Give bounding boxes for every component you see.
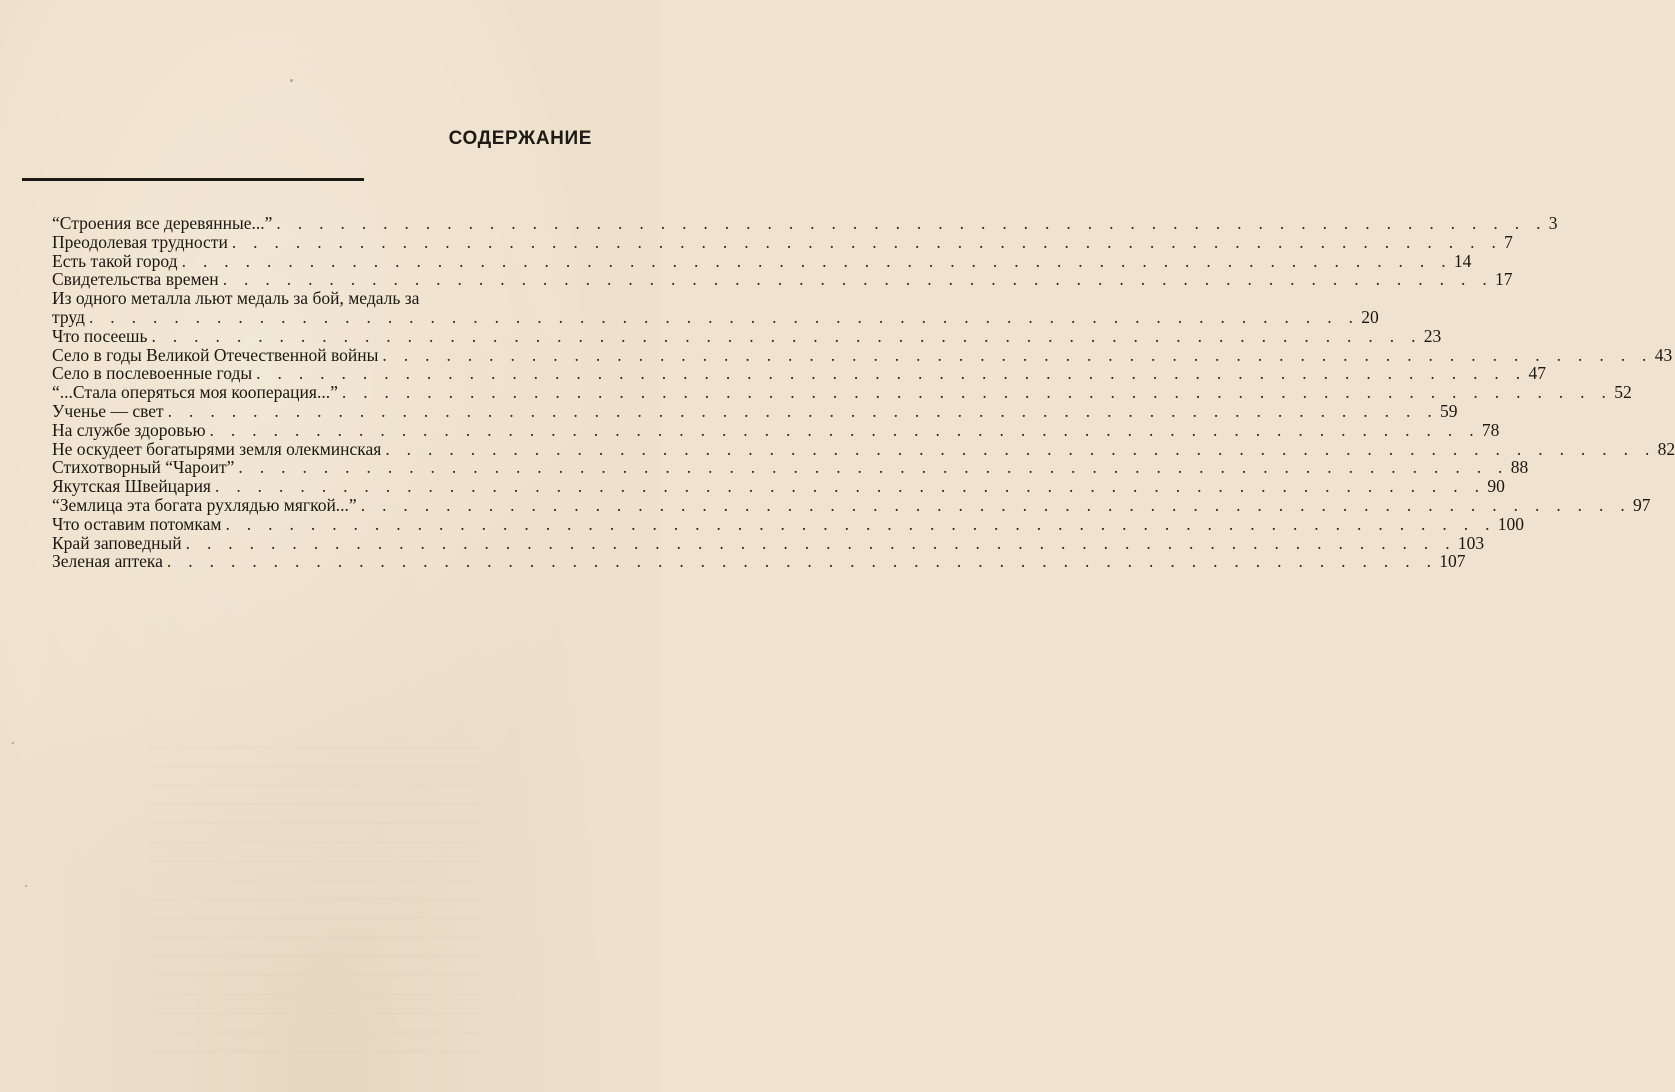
dot-leader: . . . . . . . . . . . . . . . . . . . . . . . . . . . . . . . . . . . . . . . . . . . . . . . . . . . . . . . . . . . . [276, 213, 1547, 233]
paper-speck [25, 885, 27, 887]
toc-entry-page-number: 17 [1495, 269, 1513, 290]
toc-entry [52, 551, 1466, 572]
toc-entry-title: Из одного металла льют медаль за бой, медаль за [52, 288, 420, 309]
dot-leader: . . . . . . . . . . . . . . . . . . . . . . . . . . . . . . . . . . . . . . . . . . . . . . . . . . . . . . . . . . . . [151, 325, 1422, 346]
toc-entry [52, 438, 1675, 459]
toc-entry-title: Что оставим потомкам [52, 513, 222, 534]
toc-entry-title: “Землица эта богата рухлядью мягкой...” [52, 494, 357, 515]
toc-entry [52, 288, 1379, 327]
toc-entry [52, 325, 1442, 346]
dot-leader: . . . . . . . . . . . . . . . . . . . . . . . . . . . . . . . . . . . . . . . . . . . . . . . . . . . . . . . . . . . . [166, 551, 1438, 572]
toc-entry-page-number: 59 [1440, 400, 1458, 421]
toc-entry-title: Есть такой город [52, 250, 178, 271]
toc-entry [52, 400, 1458, 421]
dot-leader: . . . . . . . . . . . . . . . . . . . . . . . . . . . . . . . . . . . . . . . . . . . . . . . . . . . . . . . . . . . . [256, 363, 1527, 384]
toc-entry [52, 457, 1529, 478]
toc-entry-title: Якутская Швейцария [52, 476, 211, 497]
paper-speck [12, 742, 14, 744]
toc-entry [52, 382, 1632, 403]
toc-entry-page-number: 43 [1654, 344, 1673, 365]
toc-entry-page-number: 88 [1510, 457, 1529, 478]
heading-rule [22, 178, 364, 181]
toc-entry-page-number: 14 [1453, 250, 1472, 271]
dot-leader: . . . . . . . . . . . . . . . . . . . . . . . . . . . . . . . . . . . . . . . . . . . . . . . . . . . . . . . . . . . . [385, 438, 1656, 459]
toc-entry [52, 363, 1546, 384]
table-of-contents [52, 213, 1675, 572]
toc-entry-title: “...Стала оперяться моя кооперация...” [52, 382, 338, 403]
dot-leader: . . . . . . . . . . . . . . . . . . . . . . . . . . . . . . . . . . . . . . . . . . . . . . . . . . . . . . . . . . . . [185, 532, 1456, 553]
dot-leader: . . . . . . . . . . . . . . . . . . . . . . . . . . . . . . . . . . . . . . . . . . . . . . . . . . . . . . . . . . . . [88, 306, 1360, 327]
paper-speck [290, 79, 293, 82]
toc-entry-title: Не оскудеет богатырями земля олекминская [52, 438, 382, 459]
dot-leader: . . . . . . . . . . . . . . . . . . . . . . . . . . . . . . . . . . . . . . . . . . . . . . . . . . . . . . . . . . . . [341, 382, 1613, 403]
toc-entry [52, 494, 1651, 515]
toc-entry-title: Зеленая аптека [52, 551, 163, 572]
toc-entry-title: Стихотворный “Чароит” [52, 457, 235, 478]
contents-heading: СОДЕРЖАНИЕ [448, 128, 592, 149]
toc-entry-page-number: 52 [1614, 382, 1632, 403]
toc-entry [52, 476, 1505, 497]
toc-entry-page-number: 20 [1361, 306, 1379, 327]
toc-entry [52, 231, 1513, 252]
toc-entry-page-number: 97 [1633, 494, 1651, 515]
dot-leader: . . . . . . . . . . . . . . . . . . . . . . . . . . . . . . . . . . . . . . . . . . . . . . . . . . . . . . . . . . . . [167, 400, 1438, 421]
dot-leader: . . . . . . . . . . . . . . . . . . . . . . . . . . . . . . . . . . . . . . . . . . . . . . . . . . . . . . . . . . . . [214, 476, 1486, 497]
toc-entry [52, 419, 1500, 440]
toc-entry-page-number: 103 [1457, 532, 1485, 553]
toc-entry-page-number: 23 [1423, 325, 1442, 346]
toc-entry-title-continuation: труд [52, 306, 85, 327]
toc-entry-title: Ученье — свет [52, 400, 164, 421]
toc-entry-page-number: 3 [1548, 213, 1558, 233]
toc-entry-title: Преодолевая трудности [52, 231, 228, 252]
toc-entry-title: На службе здоровью [52, 419, 206, 440]
toc-entry [52, 532, 1485, 553]
toc-entry-title: “Строения все деревянные...” [52, 213, 273, 233]
dot-leader: . . . . . . . . . . . . . . . . . . . . . . . . . . . . . . . . . . . . . . . . . . . . . . . . . . . . . . . . . . . . [360, 494, 1632, 515]
dot-leader: . . . . . . . . . . . . . . . . . . . . . . . . . . . . . . . . . . . . . . . . . . . . . . . . . . . . . . . . . . . . [382, 344, 1653, 365]
toc-entry-page-number: 47 [1528, 363, 1546, 384]
toc-entry-title: Свидетельства времен [52, 269, 219, 290]
toc-entry [52, 213, 1558, 233]
toc-entry [52, 250, 1472, 271]
toc-entry [52, 513, 1525, 534]
toc-entry-title: Село в послевоенные годы [52, 363, 253, 384]
toc-entry-page-number: 78 [1481, 419, 1500, 440]
toc-entry-page-number: 100 [1497, 513, 1525, 534]
dot-leader: . . . . . . . . . . . . . . . . . . . . . . . . . . . . . . . . . . . . . . . . . . . . . . . . . . . . . . . . . . . . [238, 457, 1509, 478]
toc-entry-title: Край заповедный [52, 532, 182, 553]
dot-leader: . . . . . . . . . . . . . . . . . . . . . . . . . . . . . . . . . . . . . . . . . . . . . . . . . . . . . . . . . . . . [231, 231, 1503, 252]
toc-entry-page-number: 7 [1504, 231, 1513, 252]
toc-entry-page-number: 107 [1439, 551, 1466, 572]
bleed-through-shadow [150, 730, 480, 1060]
toc-entry-page-number: 82 [1657, 438, 1675, 459]
toc-entry-page-number: 90 [1487, 476, 1505, 497]
dot-leader: . . . . . . . . . . . . . . . . . . . . . . . . . . . . . . . . . . . . . . . . . . . . . . . . . . . . . . . . . . . . [225, 513, 1496, 534]
dot-leader: . . . . . . . . . . . . . . . . . . . . . . . . . . . . . . . . . . . . . . . . . . . . . . . . . . . . . . . . . . . . [209, 419, 1480, 440]
toc-entry [52, 344, 1673, 365]
toc-entry-title: Село в годы Великой Отечественной войны [52, 344, 379, 365]
dot-leader: . . . . . . . . . . . . . . . . . . . . . . . . . . . . . . . . . . . . . . . . . . . . . . . . . . . . . . . . . . . . [222, 269, 1494, 290]
dot-leader: . . . . . . . . . . . . . . . . . . . . . . . . . . . . . . . . . . . . . . . . . . . . . . . . . . . . . . . . . . . . [181, 250, 1452, 271]
toc-entry-title: Что посеешь [52, 325, 148, 346]
toc-entry [52, 269, 1513, 290]
